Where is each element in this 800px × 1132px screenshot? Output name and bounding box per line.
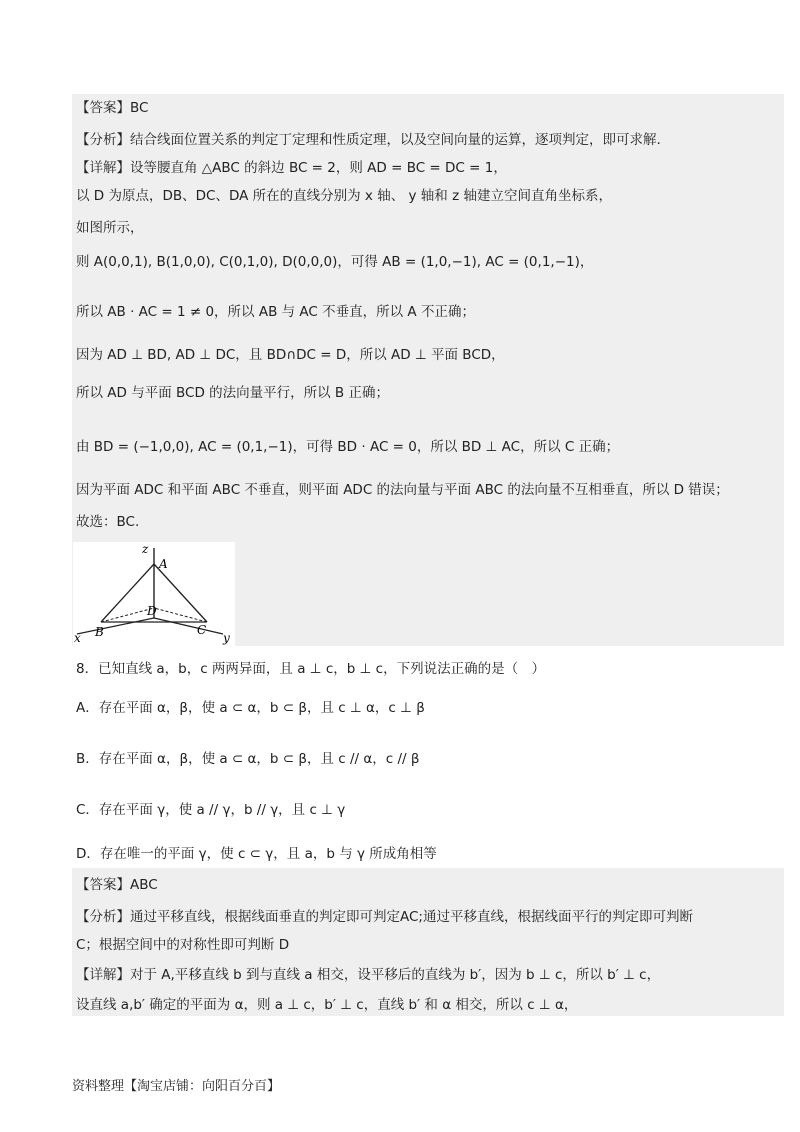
detail-line-6: 因为 AD ⊥ BD, AD ⊥ DC，且 BD∩DC = D，所以 AD ⊥ 平面 BCD， [76, 347, 505, 363]
label-b: B [95, 625, 104, 639]
option-a: A．存在平面 α，β，使 a ⊂ α，b ⊂ β，且 c ⊥ α，c ⊥ β [76, 700, 425, 716]
detail2-line-1: 【详解】对于 A,平移直线 b 到与直线 a 相交，设平移后的直线为 b′，因为 b ⊥ c，所以 b′ ⊥ c， [76, 967, 661, 983]
option-d: D．存在唯一的平面 γ，使 c ⊂ γ，且 a，b 与 γ 所成角相等 [76, 846, 437, 862]
analysis-line-2b: C；根据空间中的对称性即可判断 D [76, 937, 290, 953]
tetrahedron-figure [73, 542, 235, 646]
label-c: C [197, 623, 207, 637]
label-y: y [223, 631, 230, 645]
answer-line-2: 【答案】ABC [76, 877, 158, 893]
label-x: x [74, 631, 81, 645]
y-axis [154, 618, 223, 634]
label-z: z [142, 542, 149, 556]
edge-ac [154, 564, 207, 622]
detail-line-3: 如图所示， [76, 220, 144, 236]
x-axis [77, 618, 154, 634]
option-c: C．存在平面 γ，使 a // γ，b // γ，且 c ⊥ γ [76, 802, 346, 818]
answer-line: 【答案】BC [76, 100, 149, 116]
detail-line-9: 因为平面 ADC 和平面 ABC 不垂直，则平面 ADC 的法向量与平面 ABC 的法向量不互相垂直，所以 D 错误； [76, 482, 729, 498]
detail-line-5: 所以 AB · AC = 1 ≠ 0，所以 AB 与 AC 不垂直，所以 A 不正确； [76, 304, 475, 320]
page-footer: 资料整理【淘宝店铺：向阳百分百】 [72, 1079, 281, 1094]
analysis-line-2a: 【分析】通过平移直线，根据线面垂直的判定即可判定AC;通过平移直线，根据线面平行的判定即可判断 [76, 909, 693, 925]
detail2-line-2: 设直线 a,b′ 确定的平面为 α，则 a ⊥ c，b′ ⊥ c，直线 b′ 和 α 相交，所以 c ⊥ α， [76, 997, 578, 1013]
option-b: B．存在平面 α，β，使 a ⊂ α，b ⊂ β，且 c // α，c // β [76, 751, 420, 767]
detail-line-2: 以 D 为原点，DB、DC、DA 所在的直线分别为 x 轴、 y 轴和 z 轴建立空间直角坐标系， [76, 188, 612, 204]
detail-line-4: 则 A(0,0,1), B(1,0,0), C(0,1,0), D(0,0,0)，可得 AB = (1,0,−1), AC = (0,1,−1)， [76, 254, 594, 270]
analysis-line: 【分析】结合线面位置关系的判定丁定理和性质定理，以及空间向量的运算，逐项判定，即可求解. [76, 132, 661, 148]
detail-line-8: 由 BD = (−1,0,0), AC = (0,1,−1)，可得 BD · AC = 0，所以 BD ⊥ AC，所以 C 正确； [76, 439, 620, 455]
label-a: A [159, 557, 168, 571]
tetrahedron-diagram [73, 542, 235, 646]
detail-line-7: 所以 AD 与平面 BCD 的法向量平行，所以 B 正确； [76, 385, 389, 401]
detail-line-1: 【详解】设等腰直角 △ABC 的斜边 BC = 2，则 AD = BC = DC = 1， [76, 160, 507, 176]
label-d: D [147, 604, 157, 618]
question-8-stem: 8．已知直线 a，b，c 两两异面，且 a ⊥ c，b ⊥ c，下列说法正确的是（ ） [76, 661, 546, 677]
detail-line-10: 故选：BC. [76, 514, 140, 530]
